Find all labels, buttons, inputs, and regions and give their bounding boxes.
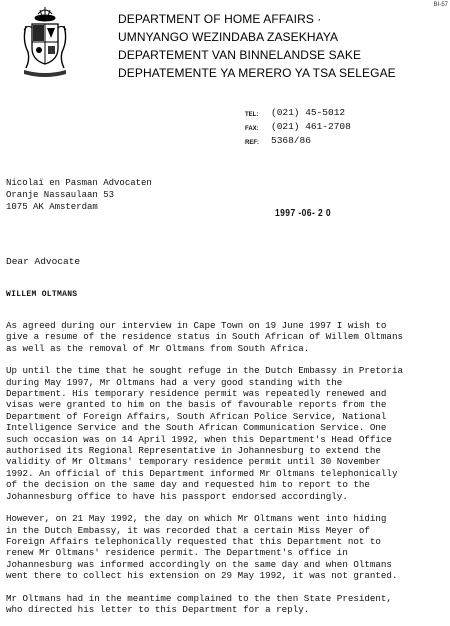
body-line: Department of Foreign Affairs, South African Police Service, National — [6, 410, 387, 422]
tel-value: (021) 45-5012 — [271, 107, 346, 118]
paragraph — [6, 513, 446, 581]
date-stamp: 1997 -06- 2 0 — [275, 208, 332, 219]
body-line: Johannesburg was informed accordingly on the same day and when Oltmans — [6, 558, 392, 570]
body-line: Department. His temporary residence permit was repeatedly renewed and — [6, 388, 387, 400]
contact-block — [245, 107, 351, 149]
body-line: as well as the removal of Mr Oltmans from South Africa. — [6, 342, 310, 354]
header-line-tswana: DEPHATEMENTE YA MERERO YA TSA SELEGAE — [118, 66, 396, 80]
body-line: such occasion was on 14 April 1992, when this Department's Head Office — [6, 433, 392, 445]
recipient-line: Oranje Nassaulaan 53 — [6, 190, 115, 200]
body-line: who directed his letter to this Department for a reply. — [6, 603, 310, 615]
body-line: Intelligence Service and the South African Communication Service. One — [6, 422, 387, 434]
body-line: Up until the time that he sought refuge in the Dutch Embassy in Pretoria — [6, 365, 403, 377]
header-line-english: DEPARTMENT OF HOME AFFAIRS · — [118, 12, 322, 26]
fax-value: (021) 461-2708 — [271, 121, 351, 132]
letter-body — [6, 320, 446, 626]
body-line: As agreed during our interview in Cape Town on 19 June 1997 I wish to — [6, 320, 387, 331]
body-line: 1992. An official of this Department informed Mr Oltmans telephonically — [6, 467, 398, 479]
department-header — [118, 10, 396, 82]
fax-row — [245, 121, 351, 135]
document-reference-code: BI-57 — [433, 2, 448, 8]
body-line: However, on 21 May 1992, the day on which Mr Oltmans went into hiding — [6, 513, 387, 525]
ref-row — [245, 135, 351, 149]
salutation: Dear Advocate — [6, 256, 81, 267]
body-line: Johannesburg office to have his passport endorsed accordingly. — [6, 490, 348, 502]
body-line: during May 1997, Mr Oltmans had a very good standing with the — [6, 376, 343, 388]
ref-value: 5368/86 — [271, 135, 311, 146]
paragraph — [6, 320, 446, 354]
body-line: visas were granted to him on the basis of favourable reports from the — [6, 399, 387, 411]
paragraph — [6, 365, 446, 502]
ref-label: REF: — [245, 140, 259, 146]
body-line: of the decision on the same day and requested him to report to the — [6, 479, 370, 491]
body-line: Mr Oltmans had in the meantime complained to the then State President, — [6, 592, 392, 604]
recipient-line: Nicolaï en Pasman Advocaten — [6, 178, 152, 188]
body-line: in the Dutch Embassy, it was recorded that a certain Miss Meyer of — [6, 524, 370, 536]
tel-row — [245, 107, 351, 121]
paragraph — [6, 593, 446, 616]
body-line: renew Mr Oltmans' residence permit. The Department's office in — [6, 547, 348, 559]
recipient-address — [6, 177, 152, 213]
header-line-zulu: UMNYANGO WEZINDABA ZASEKHAYA — [118, 30, 339, 44]
tel-label: TEL: — [245, 112, 259, 118]
subject-line: WILLEM OLTMANS — [6, 290, 78, 299]
fax-label: FAX: — [245, 126, 259, 132]
body-line: authorised its Regional Representative in Johannesburg to extend the — [6, 445, 381, 457]
body-line: went there to collect his extension on 29 May 1992, it was not granted. — [6, 570, 398, 582]
header-line-afrikaans: DEPARTEMENT VAN BINNELANDSE SAKE — [118, 48, 362, 62]
body-line: Foreign Affairs telephonically requested that this Department not to — [6, 535, 381, 547]
body-line: give a resume of the residence status in South African of Willem Oltmans — [6, 331, 403, 343]
recipient-line: 1075 AK Amsterdam — [6, 202, 98, 212]
coat-of-arms-emblem — [20, 4, 70, 80]
body-line: validity of Mr Oltmans' temporary residence permit until 30 November — [6, 456, 381, 468]
